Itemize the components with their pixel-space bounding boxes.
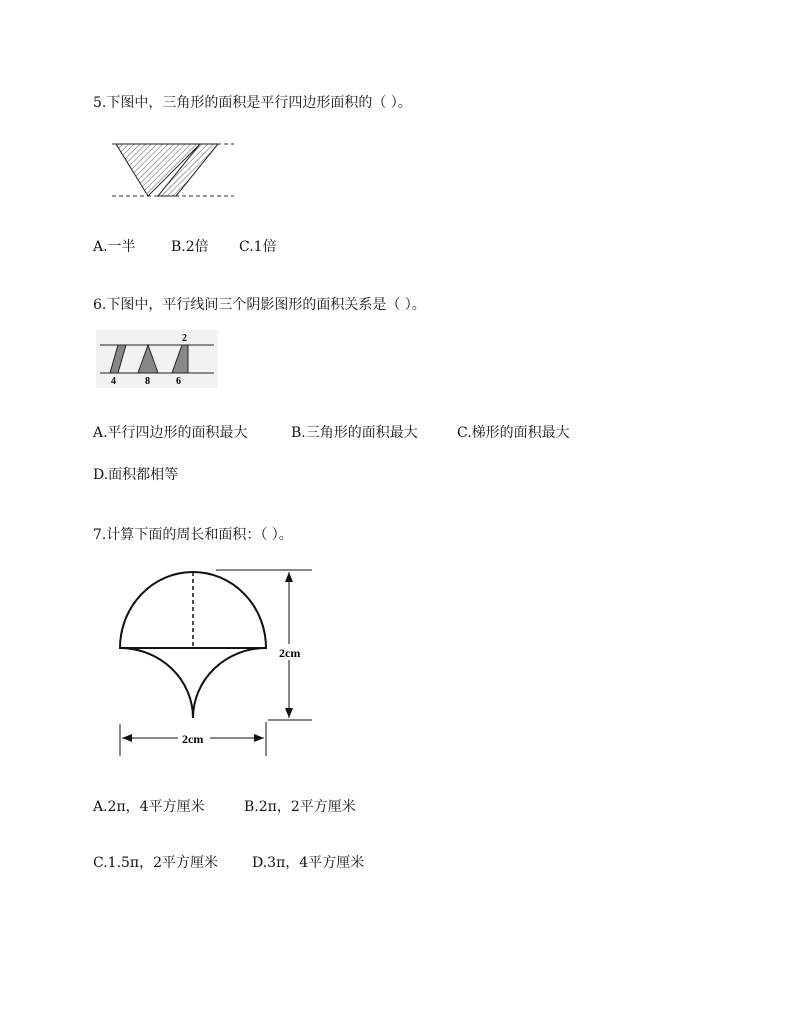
q5-option-a[interactable]: A.一半: [93, 239, 136, 255]
q7-option-b[interactable]: B.2π，2平方厘米: [244, 799, 356, 815]
q6-figure: [96, 330, 218, 388]
q7-width-arrow-right: [254, 734, 264, 742]
q7-option-a[interactable]: A.2π，4平方厘米: [93, 799, 205, 815]
q5-option-c[interactable]: C.1倍: [239, 239, 277, 255]
q6-option-b[interactable]: B.三角形的面积最大: [291, 425, 418, 441]
q7-stem: 7.计算下面的周长和面积：（ ）。: [93, 527, 293, 543]
q6-label-b3: 6: [176, 376, 181, 387]
q7-options-row1: [93, 798, 356, 816]
q5-options: [93, 238, 277, 256]
q7-option-c[interactable]: C.1.5π，2平方厘米: [93, 855, 219, 871]
q6-label-b1: 4: [111, 376, 116, 387]
q6-stem: 6.下图中，平行线间三个阴影图形的面积关系是（ ）。: [93, 297, 426, 313]
q7-width-arrow-left: [122, 734, 132, 742]
q7-options-row2: [93, 854, 364, 872]
q7-height-label: 2cm: [279, 646, 301, 660]
q6-label-top: 2: [182, 333, 187, 344]
q7-right-quarter-arc: [193, 648, 266, 718]
q7-figure: [108, 562, 318, 762]
q6-option-c[interactable]: C.梯形的面积最大: [457, 425, 570, 441]
q6-options-row1: [93, 424, 570, 442]
q7-height-arrow-bottom: [285, 708, 293, 718]
q6-option-a[interactable]: A.平行四边形的面积最大: [93, 425, 248, 441]
q5-figure: [108, 136, 238, 202]
q7-width-label: 2cm: [182, 732, 204, 746]
q6-option-d[interactable]: D.面积都相等: [93, 467, 179, 483]
q5-stem: 5.下图中，三角形的面积是平行四边形面积的（ ）。: [93, 95, 412, 111]
q7-option-d[interactable]: D.3π，4平方厘米: [252, 855, 365, 871]
q6-label-b2: 8: [145, 376, 150, 387]
q7-left-quarter-arc: [120, 648, 193, 718]
q5-option-b[interactable]: B.2倍: [171, 239, 209, 255]
q7-height-arrow-top: [285, 572, 293, 582]
